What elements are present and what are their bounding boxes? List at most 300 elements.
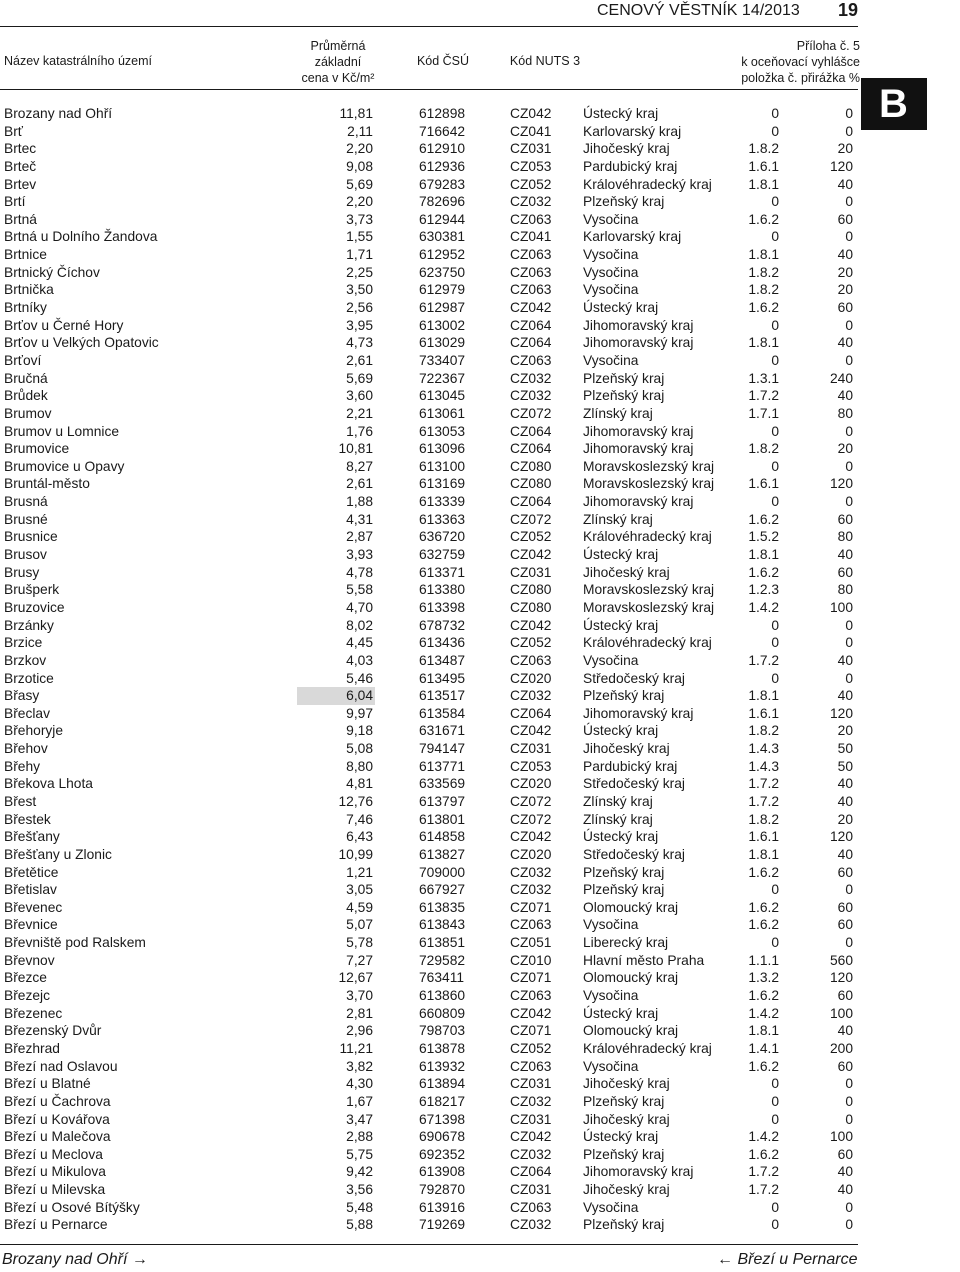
cadastral-name: Brzkov xyxy=(4,652,47,668)
price-header-line-1: Průměrná xyxy=(310,39,366,53)
average-price: 3,47 xyxy=(346,1111,373,1127)
table-row xyxy=(0,352,860,370)
surcharge-percent: 40 xyxy=(837,247,853,263)
region-name: Jihočeský kraj xyxy=(583,1182,670,1198)
csu-code: 632759 xyxy=(419,547,466,563)
region-name: Plzeňský kraj xyxy=(583,1217,665,1233)
annex-item: 1.8.2 xyxy=(748,264,779,280)
cadastral-name: Břetětice xyxy=(4,864,59,880)
annex-item: 1.7.2 xyxy=(748,793,779,809)
cadastral-name: Břevenec xyxy=(4,899,63,915)
cadastral-name: Brumov u Lomnice xyxy=(4,423,120,439)
cadastral-name: Břehov xyxy=(4,741,48,757)
annex-header-line-3: položka č. přirážka % xyxy=(741,71,860,85)
csu-code: 613771 xyxy=(419,758,466,774)
average-price: 4,59 xyxy=(346,899,373,915)
footer-divider xyxy=(0,1244,858,1245)
nuts-code: CZ032 xyxy=(510,882,552,898)
cadastral-name: Brteč xyxy=(4,158,37,174)
cadastral-name: Břasy xyxy=(4,688,40,704)
nuts-code: CZ064 xyxy=(510,494,552,510)
region-name: Jihočeský kraj xyxy=(583,1111,670,1127)
region-name: Vysočina xyxy=(583,1058,639,1074)
table-row xyxy=(0,969,860,987)
annex-item: 1.4.2 xyxy=(748,1129,779,1145)
table-row xyxy=(0,846,860,864)
surcharge-percent: 40 xyxy=(837,652,853,668)
table-row xyxy=(0,1093,860,1111)
csu-code: 794147 xyxy=(419,741,466,757)
region-name: Ústecký kraj xyxy=(583,723,659,739)
cadastral-name: Břest xyxy=(4,793,37,809)
region-name: Vysočina xyxy=(583,282,639,298)
surcharge-percent: 0 xyxy=(845,882,853,898)
surcharge-percent: 40 xyxy=(837,1182,853,1198)
csu-code: 613045 xyxy=(419,388,466,404)
nuts-code: CZ031 xyxy=(510,564,552,580)
annex-item: 1.8.2 xyxy=(748,282,779,298)
region-name: Jihočeský kraj xyxy=(583,1076,670,1092)
nuts-code: CZ072 xyxy=(510,511,552,527)
csu-code: 613916 xyxy=(419,1199,466,1215)
nuts-code: CZ051 xyxy=(510,935,552,951)
surcharge-percent: 0 xyxy=(845,617,853,633)
surcharge-percent: 60 xyxy=(837,211,853,227)
nuts-code: CZ042 xyxy=(510,723,552,739)
annex-item: 1.6.2 xyxy=(748,1146,779,1162)
nuts-code: CZ032 xyxy=(510,370,552,386)
csu-code: 631671 xyxy=(419,723,466,739)
nuts-code: CZ042 xyxy=(510,300,552,316)
surcharge-percent: 120 xyxy=(829,705,853,721)
region-name: Moravskoslezský kraj xyxy=(583,599,715,615)
table-row xyxy=(0,634,860,652)
csu-code: 722367 xyxy=(419,370,466,386)
annex-item: 1.6.2 xyxy=(748,564,779,580)
csu-code: 613827 xyxy=(419,846,466,862)
table-row xyxy=(0,722,860,740)
annex-item: 1.4.3 xyxy=(748,741,779,757)
table-row xyxy=(0,1199,860,1217)
nuts-code: CZ042 xyxy=(510,829,552,845)
table-row xyxy=(0,1005,860,1023)
nuts-code: CZ031 xyxy=(510,1076,552,1092)
table-row xyxy=(0,176,860,194)
annex-item: 1.7.2 xyxy=(748,388,779,404)
table-row xyxy=(0,228,860,246)
surcharge-percent: 0 xyxy=(845,423,853,439)
price-header-line-3: cena v Kč/m² xyxy=(301,71,375,85)
csu-code: 613398 xyxy=(419,599,466,615)
cadastral-name: Březí u Pernarce xyxy=(4,1217,108,1233)
region-name: Královéhradecký kraj xyxy=(583,1040,712,1056)
csu-code: 613908 xyxy=(419,1164,466,1180)
table-row xyxy=(0,987,860,1005)
surcharge-percent: 60 xyxy=(837,1058,853,1074)
average-price: 2,21 xyxy=(346,405,373,421)
region-name: Středočeský kraj xyxy=(583,846,685,862)
region-name: Liberecký kraj xyxy=(583,935,669,951)
cadastral-name: Brumov xyxy=(4,405,52,421)
surcharge-percent: 60 xyxy=(837,899,853,915)
region-name: Ústecký kraj xyxy=(583,547,659,563)
region-name: Ústecký kraj xyxy=(583,617,659,633)
surcharge-percent: 100 xyxy=(829,599,853,615)
annex-item: 1.8.2 xyxy=(748,441,779,457)
annex-item: 1.8.2 xyxy=(748,141,779,157)
cadastral-name: Březí u Mikulova xyxy=(4,1164,106,1180)
table-row xyxy=(0,581,860,599)
csu-code: 613584 xyxy=(419,705,466,721)
surcharge-percent: 0 xyxy=(845,458,853,474)
average-price: 8,80 xyxy=(346,758,373,774)
nuts-code: CZ072 xyxy=(510,793,552,809)
cadastral-name: Březí u Osové Bítýšky xyxy=(4,1199,140,1215)
csu-code: 613932 xyxy=(419,1058,466,1074)
cadastral-name: Brtná u Dolního Žandova xyxy=(4,229,158,245)
cadastral-name: Břehoryje xyxy=(4,723,64,739)
nuts-code: CZ063 xyxy=(510,1199,552,1215)
annex-item: 1.8.2 xyxy=(748,723,779,739)
nuts-code: CZ053 xyxy=(510,758,552,774)
annex-item: 1.7.2 xyxy=(748,1182,779,1198)
surcharge-percent: 60 xyxy=(837,564,853,580)
region-name: Jihočeský kraj xyxy=(583,741,670,757)
region-name: Ústecký kraj xyxy=(583,300,659,316)
cadastral-name: Březí u Čachrova xyxy=(4,1093,111,1109)
region-name: Královéhradecký kraj xyxy=(583,635,712,651)
cadastral-name: Brtná xyxy=(4,211,37,227)
cadastral-name: Brťov u Velkých Opatovic xyxy=(4,335,159,351)
annex-item: 1.8.1 xyxy=(748,846,779,862)
region-name: Olomoucký kraj xyxy=(583,899,679,915)
nuts-code: CZ063 xyxy=(510,917,552,933)
csu-code: 613053 xyxy=(419,423,466,439)
surcharge-percent: 80 xyxy=(837,529,853,545)
footer-last-entry-label: Březí u Pernarce xyxy=(737,1251,858,1268)
surcharge-percent: 0 xyxy=(845,670,853,686)
csu-code: 613363 xyxy=(419,511,466,527)
cadastral-name: Brť xyxy=(4,123,23,139)
annex-item: 0 xyxy=(771,194,779,210)
average-price: 6,04 xyxy=(297,687,375,705)
table-row xyxy=(0,158,860,176)
nuts-code: CZ042 xyxy=(510,1129,552,1145)
table-row xyxy=(0,652,860,670)
surcharge-percent: 0 xyxy=(845,1076,853,1092)
annex-item: 1.8.1 xyxy=(748,1023,779,1039)
annex-item: 1.6.1 xyxy=(748,158,779,174)
cadastral-name: Brusov xyxy=(4,547,47,563)
cadastral-name: Brozany nad Ohří xyxy=(4,106,113,121)
footer-first-entry-label: Brozany nad Ohří xyxy=(2,1251,128,1268)
surcharge-percent: 100 xyxy=(829,1129,853,1145)
table-row xyxy=(0,370,860,388)
table-row xyxy=(0,1075,860,1093)
nuts-code: CZ063 xyxy=(510,264,552,280)
nuts-code: CZ042 xyxy=(510,547,552,563)
csu-code: 613100 xyxy=(419,458,466,474)
surcharge-percent: 0 xyxy=(845,123,853,139)
region-name: Plzeňský kraj xyxy=(583,194,665,210)
nuts-code: CZ064 xyxy=(510,1164,552,1180)
annex-item: 1.4.1 xyxy=(748,1040,779,1056)
table-row xyxy=(0,1111,860,1129)
table-row xyxy=(0,193,860,211)
cadastral-name: Brtec xyxy=(4,141,37,157)
cadastral-name: Břešťany xyxy=(4,829,60,845)
cadastral-name: Březí u Blatné xyxy=(4,1076,91,1092)
csu-code: 671398 xyxy=(419,1111,466,1127)
nuts-code: CZ071 xyxy=(510,970,552,986)
region-name: Hlavní město Praha xyxy=(583,952,705,968)
average-price: 3,70 xyxy=(346,988,373,1004)
csu-code: 729582 xyxy=(419,952,466,968)
annex-item: 0 xyxy=(771,1217,779,1233)
cadastral-name: Břevniště pod Ralskem xyxy=(4,935,146,951)
footer-last-entry xyxy=(717,1251,858,1269)
surcharge-percent: 20 xyxy=(837,141,853,157)
surcharge-percent: 40 xyxy=(837,776,853,792)
cadastral-name: Břevnice xyxy=(4,917,58,933)
annex-item: 0 xyxy=(771,617,779,633)
nuts-code: CZ042 xyxy=(510,1005,552,1021)
average-price: 1,88 xyxy=(346,494,373,510)
table-row xyxy=(0,528,860,546)
annex-item: 1.7.2 xyxy=(748,776,779,792)
region-name: Královéhradecký kraj xyxy=(583,529,712,545)
average-price: 4,78 xyxy=(346,564,373,580)
cadastral-name: Březí nad Oslavou xyxy=(4,1058,118,1074)
table-row xyxy=(0,317,860,335)
table-row xyxy=(0,211,860,229)
annex-item: 1.6.1 xyxy=(748,476,779,492)
annex-item: 0 xyxy=(771,1076,779,1092)
average-price: 5,48 xyxy=(346,1199,373,1215)
arrow-left-icon: ← xyxy=(717,1251,733,1268)
nuts-code: CZ063 xyxy=(510,988,552,1004)
region-name: Středočeský kraj xyxy=(583,776,685,792)
csu-code: 613835 xyxy=(419,899,466,915)
region-name: Plzeňský kraj xyxy=(583,370,665,386)
surcharge-percent: 50 xyxy=(837,758,853,774)
csu-code: 623750 xyxy=(419,264,466,280)
surcharge-percent: 40 xyxy=(837,846,853,862)
average-price: 3,93 xyxy=(346,547,373,563)
average-price: 2,61 xyxy=(346,352,373,368)
nuts-code: CZ063 xyxy=(510,652,552,668)
column-header-divider xyxy=(0,89,858,90)
region-name: Plzeňský kraj xyxy=(583,388,665,404)
average-price: 2,87 xyxy=(346,529,373,545)
surcharge-percent: 60 xyxy=(837,511,853,527)
region-name: Zlínský kraj xyxy=(583,811,653,827)
table-row xyxy=(0,123,860,141)
surcharge-percent: 60 xyxy=(837,917,853,933)
region-name: Vysočina xyxy=(583,917,639,933)
average-price: 5,88 xyxy=(346,1217,373,1233)
surcharge-percent: 80 xyxy=(837,582,853,598)
average-price: 9,18 xyxy=(346,723,373,739)
table-row xyxy=(0,299,860,317)
region-name: Vysočina xyxy=(583,352,639,368)
nuts-code: CZ042 xyxy=(510,617,552,633)
region-name: Jihočeský kraj xyxy=(583,141,670,157)
cadastral-name: Brťov u Černé Hory xyxy=(4,317,124,333)
table-row xyxy=(0,1181,860,1199)
region-name: Plzeňský kraj xyxy=(583,864,665,880)
cadastral-name: Brzice xyxy=(4,635,43,651)
csu-code: 667927 xyxy=(419,882,466,898)
annex-item: 1.6.2 xyxy=(748,300,779,316)
average-price: 3,82 xyxy=(346,1058,373,1074)
footer-first-entry xyxy=(2,1251,148,1269)
annex-item: 1.7.1 xyxy=(748,405,779,421)
surcharge-percent: 60 xyxy=(837,864,853,880)
surcharge-percent: 0 xyxy=(845,1093,853,1109)
header-divider xyxy=(0,26,858,27)
region-name: Vysočina xyxy=(583,264,639,280)
surcharge-percent: 60 xyxy=(837,1146,853,1162)
csu-code: 716642 xyxy=(419,123,466,139)
average-price: 3,60 xyxy=(346,388,373,404)
average-price: 3,56 xyxy=(346,1182,373,1198)
csu-code: 763411 xyxy=(419,970,465,986)
nuts-code: CZ063 xyxy=(510,352,552,368)
table-row xyxy=(0,1128,860,1146)
nuts-code: CZ071 xyxy=(510,899,552,915)
surcharge-percent: 560 xyxy=(829,952,853,968)
cadastral-name: Brtnice xyxy=(4,247,47,263)
table-row xyxy=(0,140,860,158)
average-price: 8,27 xyxy=(346,458,373,474)
csu-code: 613061 xyxy=(419,405,466,421)
average-price: 1,55 xyxy=(346,229,373,245)
annex-item: 0 xyxy=(771,317,779,333)
annex-item: 0 xyxy=(771,423,779,439)
region-name: Pardubický kraj xyxy=(583,758,678,774)
region-name: Jihočeský kraj xyxy=(583,564,670,580)
cadastral-name: Brtnička xyxy=(4,282,54,298)
csu-code: 613380 xyxy=(419,582,466,598)
nuts-code: CZ072 xyxy=(510,811,552,827)
region-name: Pardubický kraj xyxy=(583,158,678,174)
csu-code: 630381 xyxy=(419,229,466,245)
csu-code: 782696 xyxy=(419,194,466,210)
region-name: Ústecký kraj xyxy=(583,1129,659,1145)
average-price: 4,31 xyxy=(346,511,373,527)
table-row xyxy=(0,1163,860,1181)
surcharge-percent: 0 xyxy=(845,1199,853,1215)
cadastral-name: Brzotice xyxy=(4,670,54,686)
surcharge-percent: 0 xyxy=(845,935,853,951)
nuts-code: CZ032 xyxy=(510,1217,552,1233)
csu-code: 636720 xyxy=(419,529,466,545)
table-row xyxy=(0,952,860,970)
annex-item: 1.6.2 xyxy=(748,917,779,933)
surcharge-percent: 40 xyxy=(837,1164,853,1180)
average-price: 11,81 xyxy=(339,106,373,121)
cadastral-name: Břestek xyxy=(4,811,51,827)
csu-code: 612936 xyxy=(419,158,466,174)
nuts-code: CZ032 xyxy=(510,1146,552,1162)
surcharge-percent: 40 xyxy=(837,176,853,192)
cadastral-name: Bruntál-město xyxy=(4,476,90,492)
surcharge-percent: 120 xyxy=(829,158,853,174)
average-price: 10,81 xyxy=(338,441,373,457)
nuts-code: CZ071 xyxy=(510,1023,552,1039)
cadastral-name: Břešťany u Zlonic xyxy=(4,846,112,862)
column-header-csu: Kód ČSÚ xyxy=(416,54,470,68)
table-row xyxy=(0,864,860,882)
average-price: 2,20 xyxy=(346,141,373,157)
nuts-code: CZ032 xyxy=(510,864,552,880)
annex-header-line-2: k oceňovací vyhlášce xyxy=(741,55,860,69)
table-row xyxy=(0,246,860,264)
surcharge-percent: 0 xyxy=(845,352,853,368)
average-price: 12,67 xyxy=(338,970,373,986)
surcharge-percent: 20 xyxy=(837,811,853,827)
csu-code: 612944 xyxy=(419,211,466,227)
nuts-code: CZ052 xyxy=(510,1040,552,1056)
column-header-nuts: Kód NUTS 3 xyxy=(509,54,581,68)
surcharge-percent: 40 xyxy=(837,1023,853,1039)
region-name: Moravskoslezský kraj xyxy=(583,458,715,474)
table-row xyxy=(0,881,860,899)
csu-code: 692352 xyxy=(419,1146,466,1162)
nuts-code: CZ032 xyxy=(510,1093,552,1109)
average-price: 7,46 xyxy=(346,811,373,827)
csu-code: 792870 xyxy=(419,1182,466,1198)
region-name: Zlínský kraj xyxy=(583,793,653,809)
table-row xyxy=(0,105,860,123)
nuts-code: CZ031 xyxy=(510,741,552,757)
annex-item: 1.4.2 xyxy=(748,599,779,615)
region-name: Zlínský kraj xyxy=(583,405,653,421)
annex-item: 0 xyxy=(771,106,779,121)
nuts-code: CZ064 xyxy=(510,705,552,721)
region-name: Vysočina xyxy=(583,652,639,668)
average-price: 9,42 xyxy=(346,1164,373,1180)
table-row xyxy=(0,687,860,705)
cadastral-name: Březí u Malečova xyxy=(4,1129,111,1145)
table-row xyxy=(0,899,860,917)
annex-item: 1.6.2 xyxy=(748,1058,779,1074)
annex-item: 0 xyxy=(771,635,779,651)
average-price: 5,69 xyxy=(346,176,373,192)
csu-code: 613843 xyxy=(419,917,466,933)
table-row xyxy=(0,599,860,617)
csu-code: 678732 xyxy=(419,617,466,633)
cadastral-name: Brzánky xyxy=(4,617,54,633)
csu-code: 733407 xyxy=(419,352,466,368)
region-name: Vysočina xyxy=(583,988,639,1004)
table-row xyxy=(0,475,860,493)
csu-code: 618217 xyxy=(419,1093,466,1109)
cadastral-name: Břehy xyxy=(4,758,41,774)
csu-code: 660809 xyxy=(419,1005,466,1021)
surcharge-percent: 40 xyxy=(837,335,853,351)
table-row xyxy=(0,758,860,776)
csu-code: 690678 xyxy=(419,1129,466,1145)
surcharge-percent: 0 xyxy=(845,317,853,333)
nuts-code: CZ080 xyxy=(510,476,552,492)
table-row xyxy=(0,493,860,511)
nuts-code: CZ063 xyxy=(510,211,552,227)
region-name: Ústecký kraj xyxy=(583,1005,659,1021)
region-name: Královéhradecký kraj xyxy=(583,176,712,192)
average-price: 2,11 xyxy=(347,123,373,139)
